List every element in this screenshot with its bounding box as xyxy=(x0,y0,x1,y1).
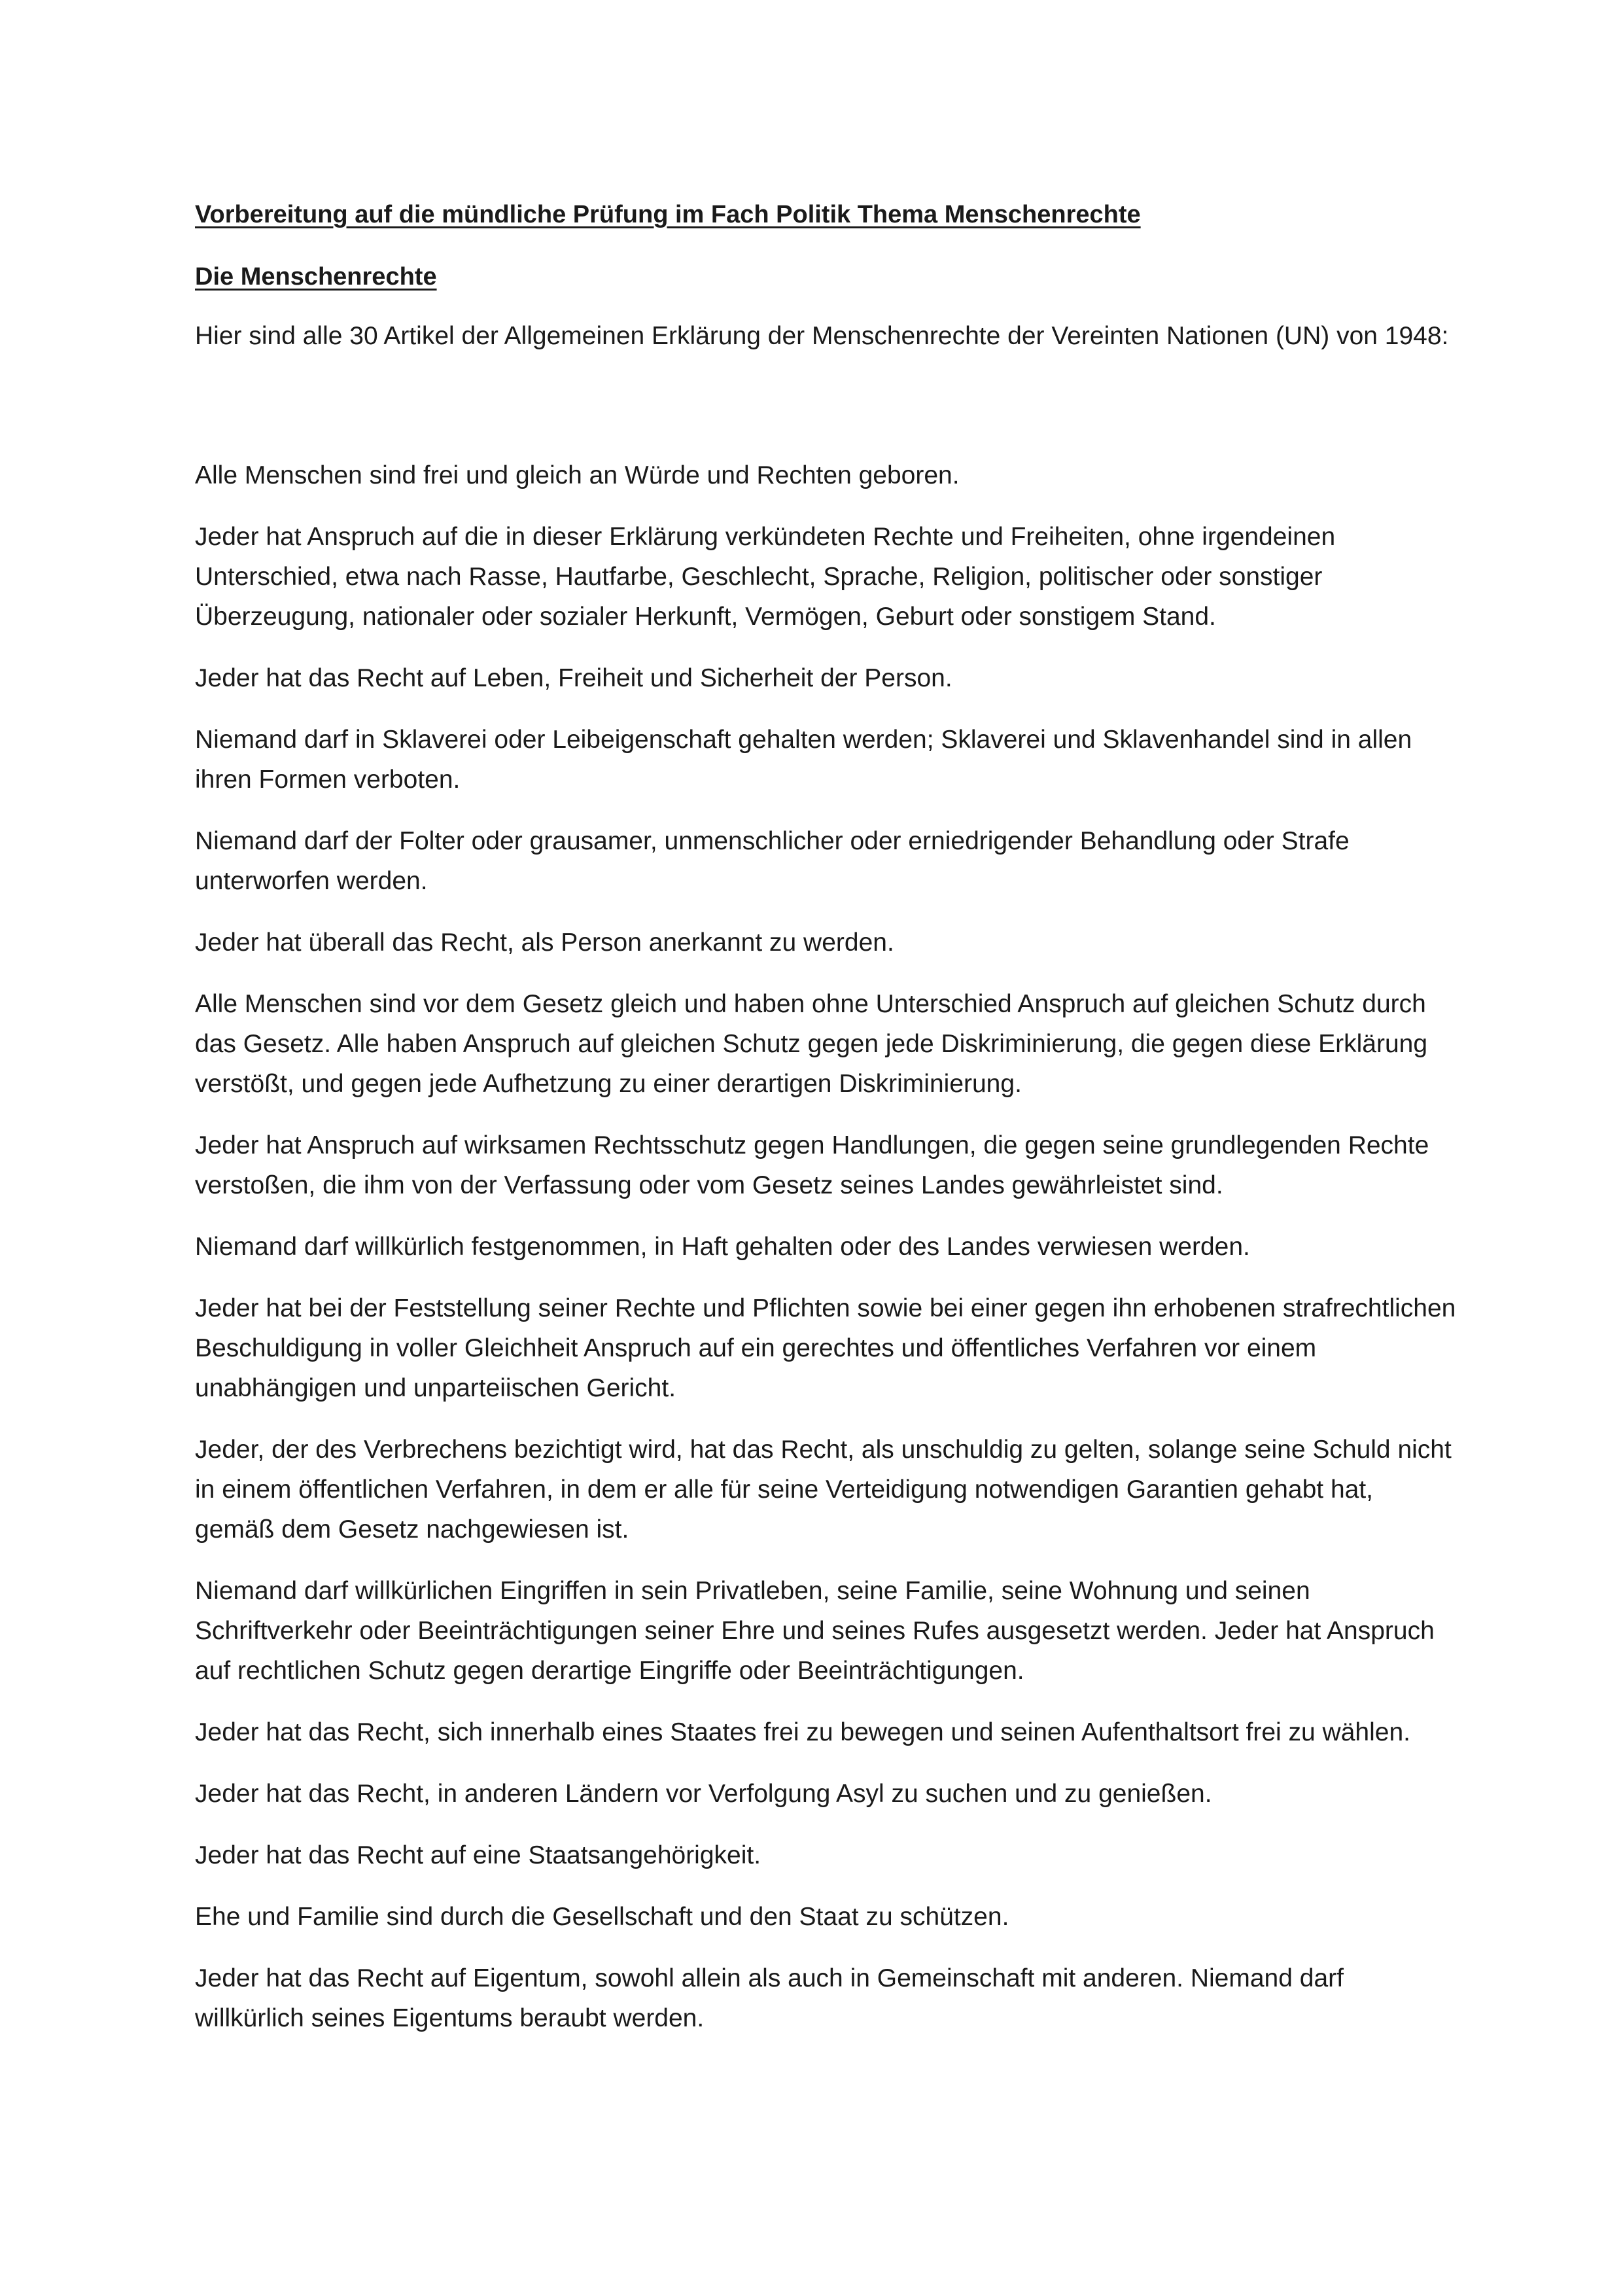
article-paragraph: Jeder hat Anspruch auf die in dieser Erklärung verkündeten Rechte und Freiheiten, ohne irgendeinen Unterschied, etwa nach Rasse, Hautfarbe, Geschlecht, Sprache, Religion, politischer oder sonstiger Überzeugung, nationaler oder sozialer Herkunft, Vermögen, Geburt oder sonstigem Stand. xyxy=(195,523,1336,631)
article-paragraph: Jeder hat das Recht, in anderen Ländern vor Verfolgung Asyl zu suchen und zu genießen. xyxy=(195,1780,1212,1808)
document-body xyxy=(195,195,1457,2060)
article-paragraph: Niemand darf willkürlich festgenommen, in Haft gehalten oder des Landes verwiesen werden. xyxy=(195,1233,1250,1261)
article-paragraph: Alle Menschen sind frei und gleich an Würde und Rechten geboren. xyxy=(195,461,960,489)
article-paragraph: Jeder hat bei der Feststellung seiner Rechte und Pflichten sowie bei einer gegen ihn erhobenen strafrechtlichen Beschuldigung in voller Gleichheit Anspruch auf ein gerechtes und öffentliches Verfahren vor einem unabhängigen und unparteiischen Gericht. xyxy=(195,1294,1456,1402)
article-paragraph: Ehe und Familie sind durch die Gesellschaft und den Staat zu schützen. xyxy=(195,1903,1009,1931)
article-paragraph: Jeder hat das Recht, sich innerhalb eines Staates frei zu bewegen und seinen Aufenthaltsort frei zu wählen. xyxy=(195,1718,1410,1746)
article-paragraph: Niemand darf der Folter oder grausamer, unmenschlicher oder erniedrigender Behandlung oder Strafe unterworfen werden. xyxy=(195,827,1350,895)
section-heading: Die Menschenrechte xyxy=(195,263,437,291)
article-paragraph: Niemand darf willkürlichen Eingriffen in sein Privatleben, seine Familie, seine Wohnung und seinen Schriftverkehr oder Beeinträchtigungen seiner Ehre und seines Rufes ausgesetzt werden. Jeder hat Anspruch auf rechtlichen Schutz gegen derartige Eingriffe oder Beeinträchtigungen. xyxy=(195,1577,1435,1685)
article-paragraph: Jeder hat Anspruch auf wirksamen Rechtsschutz gegen Handlungen, die gegen seine grundlegenden Rechte verstoßen, die ihm von der Verfassung oder vom Gesetz seines Landes gewährleistet sind. xyxy=(195,1131,1429,1199)
article-paragraph: Jeder, der des Verbrechens bezichtigt wird, hat das Recht, als unschuldig zu gelten, solange seine Schuld nicht in einem öffentlichen Verfahren, in dem er alle für seine Verteidigung notwendigen Garantien gehabt hat, gemäß dem Gesetz nachgewiesen ist. xyxy=(195,1436,1452,1544)
article-paragraph: Alle Menschen sind vor dem Gesetz gleich und haben ohne Unterschied Anspruch auf gleichen Schutz durch das Gesetz. Alle haben Anspruch auf gleichen Schutz gegen jede Diskriminierung, die gegen diese Erklärung verstößt, und gegen jede Aufhetzung zu einer derartigen Diskriminierung. xyxy=(195,990,1428,1098)
intro-paragraph: Hier sind alle 30 Artikel der Allgemeinen Erklärung der Menschenrechte der Vereinten Nationen (UN) von 1948: xyxy=(195,322,1449,350)
article-paragraph: Jeder hat das Recht auf eine Staatsangehörigkeit. xyxy=(195,1841,761,1869)
document-title: Vorbereitung auf die mündliche Prüfung im Fach Politik Thema Menschenrechte xyxy=(195,201,1141,228)
article-paragraph: Jeder hat überall das Recht, als Person anerkannt zu werden. xyxy=(195,928,894,957)
article-paragraph: Jeder hat das Recht auf Eigentum, sowohl allein als auch in Gemeinschaft mit anderen. Niemand darf willkürlich seines Eigentums beraubt werden. xyxy=(195,1964,1344,2032)
article-paragraph: Jeder hat das Recht auf Leben, Freiheit und Sicherheit der Person. xyxy=(195,664,952,692)
article-paragraph: Niemand darf in Sklaverei oder Leibeigenschaft gehalten werden; Sklaverei und Sklavenhandel sind in allen ihren Formen verboten. xyxy=(195,726,1412,794)
